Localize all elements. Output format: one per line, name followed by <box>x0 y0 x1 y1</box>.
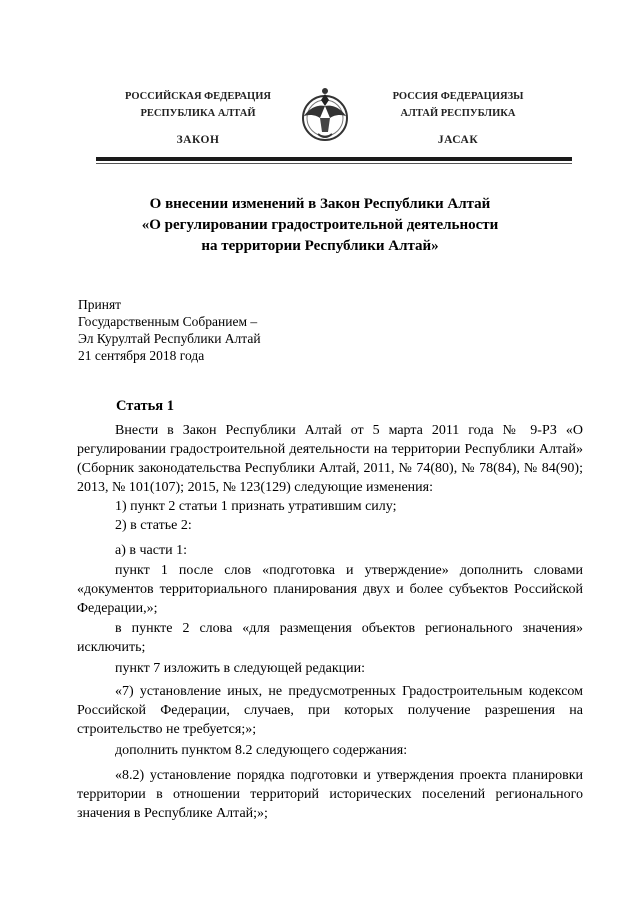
header-left-block <box>98 88 298 149</box>
adoption-info <box>78 296 261 364</box>
adoption-date: 21 сентября 2018 года <box>78 348 205 363</box>
law-title <box>90 194 550 257</box>
paragraph-1 <box>77 561 583 618</box>
list-item-1: 1) пункт 2 статьи 1 признать утратившим силу; <box>115 499 397 514</box>
paragraph-2-text: в пункте 2 слова «для размещения объектов регионального значения» исключить; <box>77 621 583 655</box>
paragraph-5: дополнить пунктом 8.2 следующего содержания: <box>115 743 408 758</box>
header-left-republic: РЕСПУБЛИКА АЛТАЙ <box>140 108 256 119</box>
paragraph-1-text: пункт 1 после слов «подготовка и утверждение» дополнить словами «документов территориального планирования двух и более субъектов Российской Федерации,»; <box>77 563 583 616</box>
article-intro <box>77 421 583 497</box>
header-left-doc-type: ЗАКОН <box>176 134 220 146</box>
header-right-republic: АЛТАЙ РЕСПУБЛИКА <box>400 108 516 119</box>
header-right-doc-type: JАСАК <box>437 134 479 146</box>
paragraph-3: пункт 7 изложить в следующей редакции: <box>115 661 365 676</box>
law-title-line1: О внесении изменений в Закон Республики Алтай <box>149 196 491 212</box>
adoption-line1: Принят <box>78 297 122 312</box>
header-divider-thin <box>96 163 572 164</box>
law-title-line2: «О регулировании градостроительной деятельности <box>141 217 499 233</box>
law-title-line3: на территории Республики Алтай» <box>201 238 439 254</box>
paragraph-4 <box>77 682 583 739</box>
paragraph-6-text: «8.2) установление порядка подготовки и утверждения проекта планировки территории в отношении территорий исторических поселений регионального значения в Республике Алтай;»; <box>77 768 583 821</box>
paragraph-6 <box>77 766 583 823</box>
header-divider-thick <box>96 157 572 161</box>
list-item-2: 2) в статье 2: <box>115 518 192 533</box>
paragraph-4-text: «7) установление иных, не предусмотренных Градостроительным кодексом Российской Федерации, случаев, при которых получение разрешения на строительство не требуется;»; <box>77 684 583 737</box>
article-intro-text: Внести в Закон Республики Алтай от 5 марта 2011 года № 9-РЗ «О регулировании градостроительной деятельности на территории Республики Алтай» (Сборник законодательства Республики Алтай, 2011, № 74(80), № 78(84), № 84(90); 2013, № 101(107); 2015, № 123(129) следующие изменения: <box>77 423 583 495</box>
header-right-block <box>358 88 558 149</box>
adoption-line2: Государственным Собранием – <box>78 314 258 329</box>
header-left-country: РОССИЙСКАЯ ФЕДЕРАЦИЯ <box>125 91 271 102</box>
coat-of-arms-icon <box>296 84 354 146</box>
header-right-country: РОССИЯ ФЕДЕРАЦИЯЗЫ <box>392 91 524 102</box>
adoption-line3: Эл Курултай Республики Алтай <box>78 331 261 346</box>
paragraph-2 <box>77 619 583 657</box>
list-item-2a: а) в части 1: <box>115 543 187 558</box>
article-heading: Статья 1 <box>116 398 174 414</box>
